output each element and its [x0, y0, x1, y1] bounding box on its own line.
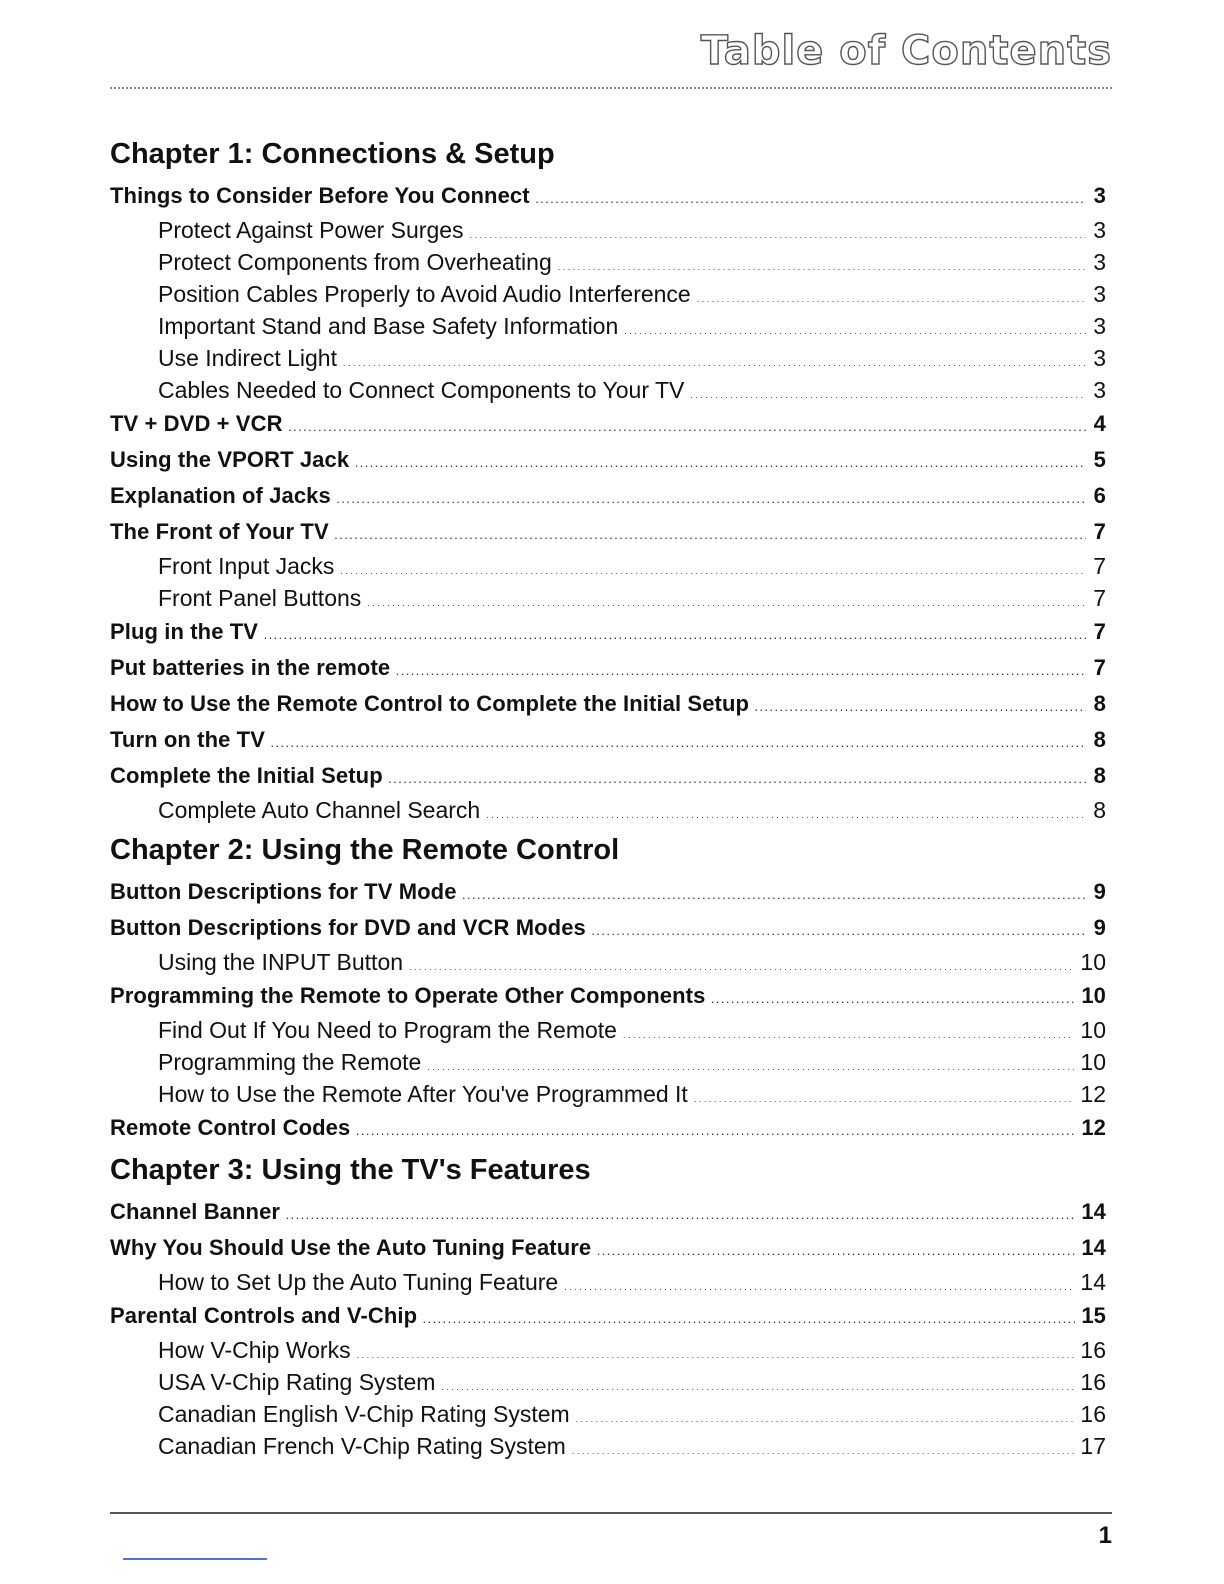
toc-entry-title: Cables Needed to Connect Components to Your TV — [158, 377, 685, 403]
toc-entry-page-number: 3 — [1093, 345, 1106, 371]
toc-subsection-entry — [110, 374, 1106, 406]
toc-entry-page-number: 9 — [1093, 915, 1106, 940]
toc-entry-title: Position Cables Properly to Avoid Audio Interference — [158, 281, 691, 307]
footer-link-underline — [123, 1558, 267, 1560]
toc-entry-title: Things to Consider Before You Connect — [110, 183, 530, 208]
toc-dot-leader — [356, 1110, 1075, 1150]
toc-entry-page-number: 16 — [1080, 1369, 1106, 1395]
toc-entry-title: Plug in the TV — [110, 619, 259, 644]
toc-section-entry — [110, 406, 1106, 442]
toc-subsection-entry — [110, 794, 1106, 826]
toc-entry-page-number: 10 — [1080, 1049, 1106, 1075]
toc-entry-page-number: 8 — [1093, 797, 1106, 823]
toc-entry-title: Button Descriptions for DVD and VCR Modes — [110, 915, 586, 940]
toc-subsection-entry — [110, 1430, 1106, 1462]
toc-entry-title: Protect Against Power Surges — [158, 217, 464, 243]
table-of-contents — [110, 130, 1106, 1462]
toc-entry-title: Front Input Jacks — [158, 553, 335, 579]
toc-subsection-entry — [110, 1078, 1106, 1110]
toc-entry-page-number: 3 — [1093, 281, 1106, 307]
toc-dot-leader — [572, 1430, 1075, 1467]
toc-dot-leader — [396, 650, 1086, 690]
toc-section-entry — [110, 1194, 1106, 1230]
toc-dot-leader — [536, 178, 1086, 218]
toc-section-entry — [110, 910, 1106, 946]
toc-entry-title: Explanation of Jacks — [110, 483, 331, 508]
toc-entry-page-number: 14 — [1080, 1269, 1106, 1295]
toc-entry-title: USA V-Chip Rating System — [158, 1369, 436, 1395]
toc-section-entry — [110, 722, 1106, 758]
toc-subsection-entry — [110, 1266, 1106, 1298]
toc-entry-page-number: 6 — [1093, 483, 1106, 508]
toc-dot-leader — [264, 614, 1086, 654]
toc-entry-title: Programming the Remote to Operate Other Components — [110, 983, 706, 1008]
toc-entry-title: Turn on the TV — [110, 727, 265, 752]
toc-dot-leader — [355, 442, 1086, 482]
toc-subsection-entry — [110, 246, 1106, 278]
toc-subsection-entry — [110, 1398, 1106, 1430]
toc-dot-leader — [755, 686, 1086, 726]
toc-entry-page-number: 9 — [1093, 879, 1106, 904]
chapter-heading: Chapter 1: Connections & Setup — [110, 138, 555, 170]
toc-dot-leader — [597, 1230, 1075, 1270]
toc-subsection-entry — [110, 342, 1106, 374]
toc-section-entry — [110, 758, 1106, 794]
toc-entry-page-number: 14 — [1081, 1235, 1106, 1260]
toc-dot-leader — [335, 514, 1086, 554]
toc-section-entry — [110, 178, 1106, 214]
toc-entry-page-number: 3 — [1093, 249, 1106, 275]
toc-entry-page-number: 14 — [1081, 1199, 1106, 1224]
toc-section-entry — [110, 442, 1106, 478]
toc-dot-leader — [286, 1194, 1075, 1234]
toc-entry-title: TV + DVD + VCR — [110, 411, 283, 436]
toc-subsection-entry — [110, 1014, 1106, 1046]
toc-entry-page-number: 3 — [1093, 313, 1106, 339]
toc-entry-page-number: 17 — [1080, 1433, 1106, 1459]
toc-entry-page-number: 12 — [1081, 1115, 1106, 1140]
toc-section-entry — [110, 686, 1106, 722]
toc-entry-page-number: 16 — [1080, 1401, 1106, 1427]
toc-entry-page-number: 10 — [1080, 1017, 1106, 1043]
toc-section-entry — [110, 874, 1106, 910]
toc-entry-title: Remote Control Codes — [110, 1115, 351, 1140]
toc-entry-title: Using the INPUT Button — [158, 949, 404, 975]
toc-dot-leader — [389, 758, 1086, 798]
toc-entry-title: Use Indirect Light — [158, 345, 337, 371]
toc-section-entry — [110, 478, 1106, 514]
toc-entry-page-number: 3 — [1093, 377, 1106, 403]
toc-subsection-entry — [110, 310, 1106, 342]
toc-dot-leader — [337, 478, 1086, 518]
toc-section-entry — [110, 1230, 1106, 1266]
toc-entry-page-number: 4 — [1093, 411, 1106, 436]
toc-entry-title: How to Set Up the Auto Tuning Feature — [158, 1269, 559, 1295]
toc-entry-page-number: 10 — [1080, 949, 1106, 975]
toc-subsection-entry — [110, 1334, 1106, 1366]
toc-section-entry — [110, 1298, 1106, 1334]
toc-entry-title: How V-Chip Works — [158, 1337, 351, 1363]
toc-entry-page-number: 5 — [1093, 447, 1106, 472]
toc-entry-title: Protect Components from Overheating — [158, 249, 552, 275]
toc-entry-title: How to Use the Remote Control to Complete the Initial Setup — [110, 691, 750, 716]
toc-dot-leader — [711, 978, 1075, 1018]
toc-entry-page-number: 7 — [1093, 585, 1106, 611]
toc-subsection-entry — [110, 214, 1106, 246]
toc-entry-title: Complete Auto Channel Search — [158, 797, 481, 823]
toc-dot-leader — [289, 406, 1086, 446]
toc-section-entry — [110, 514, 1106, 550]
toc-entry-title: Front Panel Buttons — [158, 585, 362, 611]
toc-entry-page-number: 7 — [1093, 655, 1106, 680]
toc-section-entry — [110, 614, 1106, 650]
toc-entry-title: Complete the Initial Setup — [110, 763, 383, 788]
toc-entry-title: The Front of Your TV — [110, 519, 329, 544]
toc-dot-leader — [271, 722, 1086, 762]
toc-dot-leader — [463, 874, 1086, 914]
toc-entry-page-number: 8 — [1093, 691, 1106, 716]
toc-entry-title: Channel Banner — [110, 1199, 281, 1224]
toc-entry-page-number: 7 — [1093, 619, 1106, 644]
toc-entry-page-number: 15 — [1081, 1303, 1106, 1328]
toc-entry-page-number: 16 — [1080, 1337, 1106, 1363]
chapter-heading: Chapter 2: Using the Remote Control — [110, 834, 620, 866]
toc-subsection-entry — [110, 1046, 1106, 1078]
toc-dot-leader — [592, 910, 1086, 950]
toc-section-entry — [110, 650, 1106, 686]
page-header-title: Table of Contents — [700, 28, 1112, 74]
toc-entry-title: Button Descriptions for TV Mode — [110, 879, 457, 904]
toc-entry-title: Canadian English V-Chip Rating System — [158, 1401, 570, 1427]
toc-entry-title: Programming the Remote — [158, 1049, 422, 1075]
toc-entry-title: Find Out If You Need to Program the Remote — [158, 1017, 617, 1043]
toc-entry-page-number: 10 — [1081, 983, 1106, 1008]
footer-divider — [110, 1512, 1112, 1514]
toc-subsection-entry — [110, 278, 1106, 310]
toc-subsection-entry — [110, 582, 1106, 614]
page-number: 1 — [1098, 1522, 1112, 1549]
toc-subsection-entry — [110, 1366, 1106, 1398]
toc-entry-page-number: 8 — [1093, 727, 1106, 752]
toc-entry-title: Put batteries in the remote — [110, 655, 391, 680]
toc-entry-title: Important Stand and Base Safety Information — [158, 313, 619, 339]
toc-entry-title: How to Use the Remote After You've Programmed It — [158, 1081, 688, 1107]
header-divider — [110, 87, 1112, 89]
toc-entry-title: Parental Controls and V-Chip — [110, 1303, 418, 1328]
toc-entry-page-number: 7 — [1093, 519, 1106, 544]
toc-subsection-entry — [110, 946, 1106, 978]
toc-entry-page-number: 7 — [1093, 553, 1106, 579]
toc-entry-title: Why You Should Use the Auto Tuning Feature — [110, 1235, 592, 1260]
toc-entry-page-number: 8 — [1093, 763, 1106, 788]
toc-entry-page-number: 3 — [1093, 183, 1106, 208]
chapter-heading: Chapter 3: Using the TV's Features — [110, 1154, 591, 1186]
toc-section-entry — [110, 1110, 1106, 1146]
toc-entry-title: Canadian French V-Chip Rating System — [158, 1433, 566, 1459]
toc-dot-leader — [423, 1298, 1075, 1338]
toc-subsection-entry — [110, 550, 1106, 582]
toc-section-entry — [110, 978, 1106, 1014]
toc-entry-title: Using the VPORT Jack — [110, 447, 350, 472]
toc-entry-page-number: 12 — [1080, 1081, 1106, 1107]
toc-entry-page-number: 3 — [1093, 217, 1106, 243]
